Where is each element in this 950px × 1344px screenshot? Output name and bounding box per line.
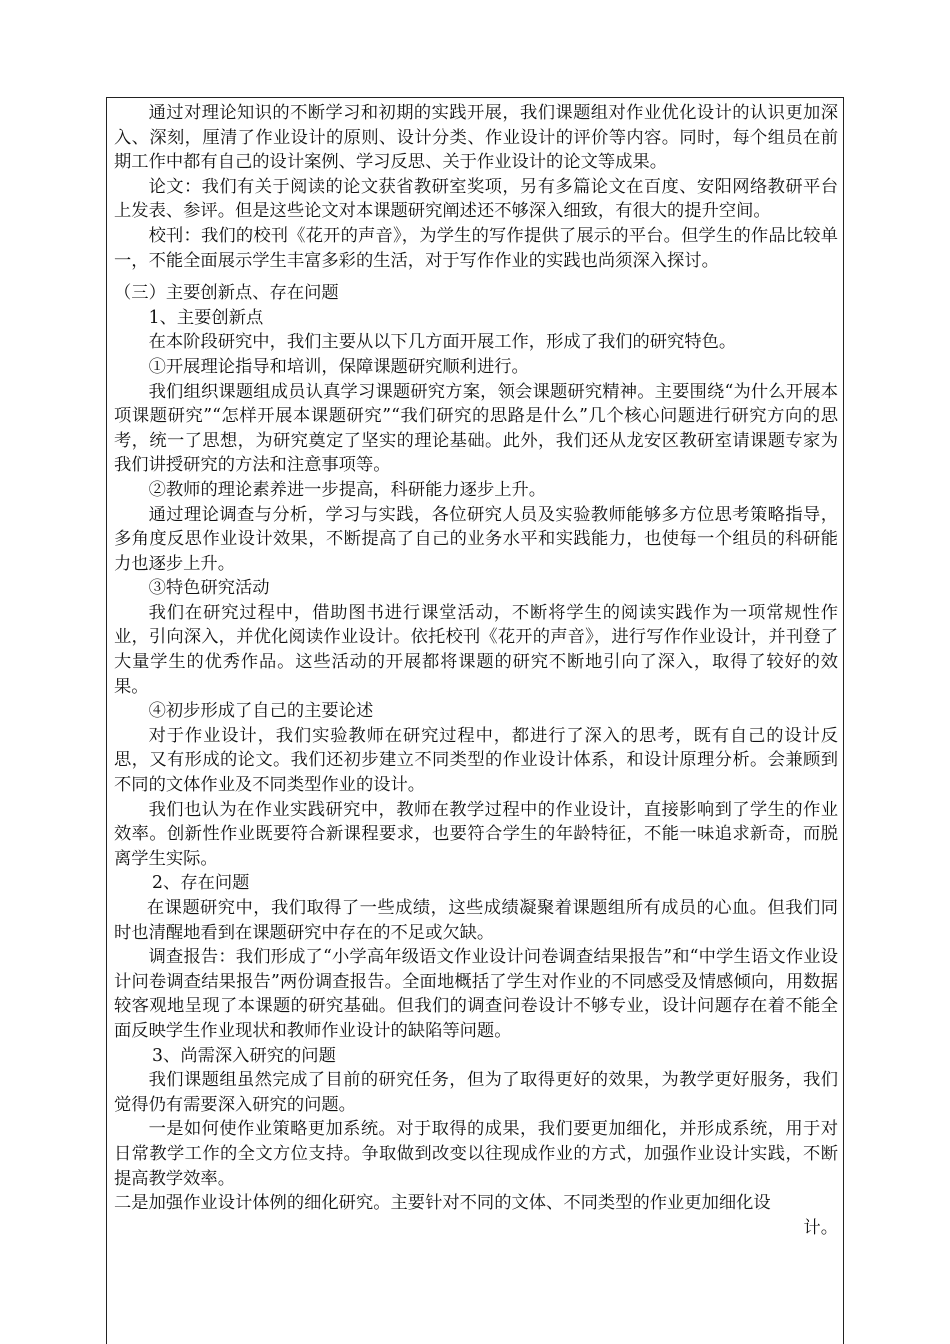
- subheading-innovations: 1、主要创新点: [148, 307, 264, 328]
- subheading-further-research: 3、尚需深入研究的问题: [152, 1045, 336, 1066]
- paragraph-homework-practice: 我们也认为在作业实践研究中，教师在教学过程中的作业设计，直接影响到了学生的作业效率。创新性作业既要符合新课程要求，也要符合学生的年龄特征，不能一味追求新奇，而脱离学生实际。: [114, 799, 838, 869]
- paragraph-school-magazine: 校刊：我们的校刊《花开的声音》，为学生的写作提供了展示的平台。但学生的作品比较单一，不能全面展示学生丰富多彩的生活，对于写作作业的实践也尚须深入探讨。: [114, 225, 838, 271]
- section-heading-innovations-problems: （三）主要创新点、存在问题: [114, 283, 339, 304]
- item-main-discourse: ④初步形成了自己的主要论述: [148, 701, 374, 722]
- paragraph-main-discourse: 对于作业设计，我们实验教师在研究过程中，都进行了深入的思考，既有自己的设计反思，又有形成的论文。我们还初步建立不同类型的作业设计体系，和设计原理分析。会兼顾到不同的文体作业及不同类型作业的设计。: [114, 725, 838, 796]
- paragraph-research-features: 在本阶段研究中，我们主要从以下几方面开展工作，形成了我们的研究特色。: [148, 332, 737, 353]
- paragraph-survey-report: 调查报告：我们形成了“小学高年级语文作业设计问卷调查结果报告”和“中学生语文作业设计问卷调查结果报告”两份调查报告。全面地概括了学生对作业的不同感受及情感倾向，用数据较客观地呈现了本课题的研究基础。但我们的调查问卷设计不够专业，设计问题存在着不能全面反映学生作业现状和教师作业设计的缺陷等问题。: [114, 947, 838, 1041]
- paragraph-systematic-strategy: 一是如何使作业策略更加系统。对于取得的成果，我们要更加细化，并形成系统，用于对日常教学工作的全文方位支持。争取做到改变以往现成作业的方式，加强作业设计实践，不断提高教学效率。: [114, 1119, 838, 1189]
- paragraph-refined-design-tail: 计。: [803, 1217, 838, 1238]
- paragraph-papers: 论文：我们有关于阅读的论文获省教研室奖项，另有多篇论文在百度、安阳网络教研平台上发表、参评。但是这些论文对本课题研究阐述还不够深入细致，有很大的提升空间。: [114, 176, 838, 222]
- item-teacher-literacy: ②教师的理论素养进一步提高，科研能力逐步上升。: [148, 479, 547, 500]
- paragraph-shortcomings: 在课题研究中，我们取得了一些成绩，这些成绩凝聚着课题组所有成员的心血。但我们同时也清醒地看到在课题研究中存在的不足或欠缺。: [114, 898, 838, 943]
- item-theory-training: ①开展理论指导和培训，保障课题研究顺利进行。: [148, 356, 529, 377]
- subheading-existing-problems: 2、存在问题: [152, 873, 250, 894]
- paragraph-theory-training: 我们组织课题组成员认真学习课题研究方案，领会课题研究精神。主要围绕“为什么开展本项课题研究”“怎样开展本课题研究”“我们研究的思路是什么”几个核心问题进行研究方向的思考，统一了思想，为研究奠定了坚实的理论基础。此外，我们还从龙安区教研室请课题专家为我们讲授研究的方法和注意事项等。: [114, 381, 838, 476]
- item-special-activities: ③特色研究活动: [148, 578, 270, 599]
- paragraph-progress-summary: 通过对理论知识的不断学习和初期的实践开展，我们课题组对作业优化设计的认识更加深入、深刻，厘清了作业设计的原则、设计分类、作业设计的评价等内容。同时，每个组员在前期工作中都有自己的设计案例、学习反思、关于作业设计的论文等成果。: [114, 103, 838, 173]
- paragraph-special-activities: 我们在研究过程中，借助图书进行课堂活动，不断将学生的阅读实践作为一项常规性作业，引向深入，并优化阅读作业设计。依托校刊《花开的声音》，进行写作作业设计，并刊登了大量学生的优秀作品。这些活动的开展都将课题的研究不断地引向了深入，取得了较好的效果。: [114, 602, 838, 697]
- paragraph-further-research: 我们课题组虽然完成了目前的研究任务，但为了取得更好的效果，为教学更好服务，我们觉得仍有需要深入研究的问题。: [114, 1070, 838, 1115]
- paragraph-refined-design: 二是加强作业设计体例的细化研究。主要针对不同的文体、不同类型的作业更加细化设: [114, 1193, 771, 1214]
- document-body: [114, 101, 838, 1240]
- paragraph-teacher-literacy: 通过理论调查与分析，学习与实践，各位研究人员及实验教师能够多方位思考策略指导，多角度反思作业设计效果，不断提高了自己的业务水平和实践能力，也使每一个组员的科研能力也逐步上升。: [114, 504, 838, 574]
